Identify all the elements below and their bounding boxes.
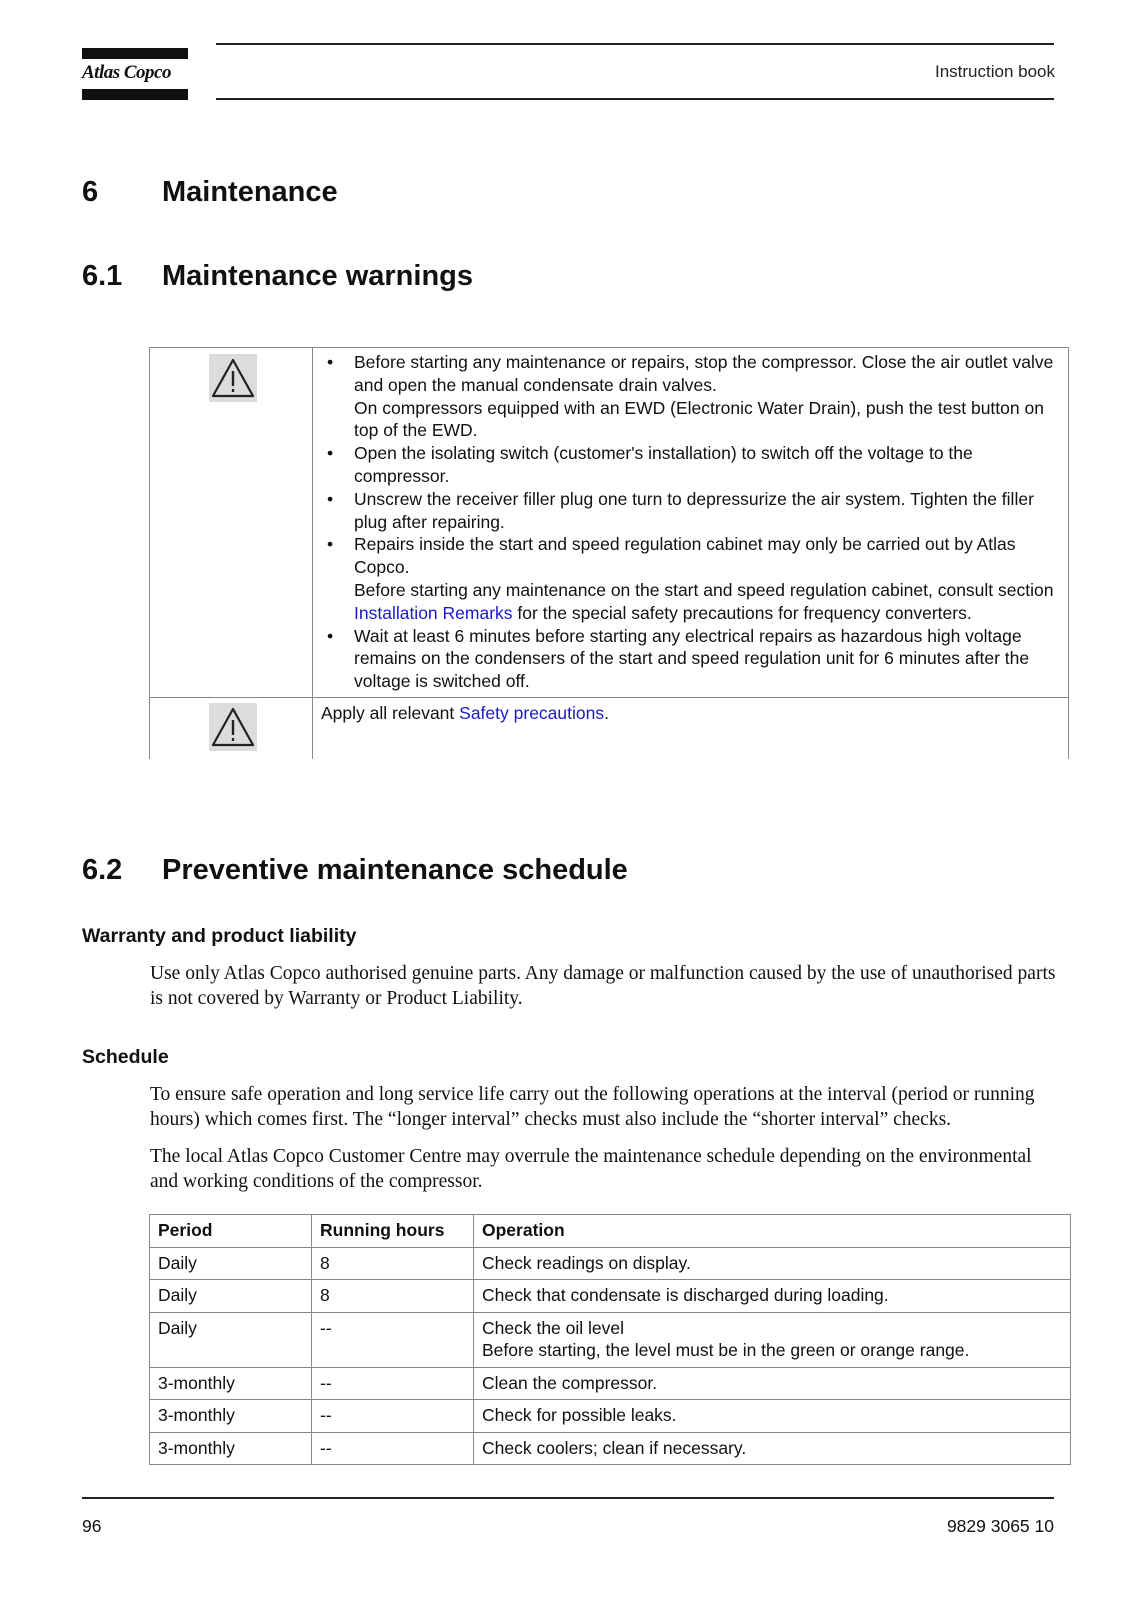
header-title: Instruction book (934, 62, 1055, 81)
footer-rule (82, 1497, 1054, 1499)
warning-item (321, 351, 1064, 442)
table-row (150, 1312, 1071, 1367)
safety-note-text: Apply all relevant (321, 702, 455, 723)
warning-item (321, 533, 1064, 624)
logo-top-bar (82, 48, 188, 59)
section-title: Maintenance (162, 176, 338, 208)
warning-text: Wait at least 6 minutes before starting any electrical repairs as hazardous high voltage remains on the condensers of the start and speed regulation unit for 6 minutes after the voltage is switched off. (354, 625, 1030, 692)
warnings-table (149, 347, 1069, 759)
warning-note: On compressors equipped with an EWD (Electronic Water Drain), push the test button on top of the EWD. (354, 397, 1044, 441)
safety-note-cell (313, 698, 1068, 759)
schedule-heading: Schedule (82, 1046, 169, 1068)
cell-operation: Check for possible leaks. (474, 1400, 1071, 1433)
warnings-list-cell (313, 348, 1068, 697)
column-header-running-hours: Running hours (312, 1215, 474, 1248)
cell-operation: Check that condensate is discharged during loading. (474, 1280, 1071, 1313)
section-title: Preventive maintenance schedule (162, 854, 628, 886)
cell-period: Daily (150, 1280, 312, 1313)
warnings-list (321, 351, 1064, 693)
maintenance-schedule-table (149, 1214, 1071, 1465)
cell-period: Daily (150, 1312, 312, 1367)
warning-icon-cell (150, 698, 313, 759)
section-title: Maintenance warnings (162, 260, 474, 292)
schedule-paragraph-1: To ensure safe operation and long service life carry out the following operations at the interval (period or running hours) which comes first. The “longer interval” checks must also include the “shorter interval” checks. (150, 1084, 1035, 1130)
cell-operation: Check coolers; clean if necessary. (474, 1432, 1071, 1465)
cell-running-hours: -- (312, 1432, 474, 1465)
warnings-row (149, 698, 1069, 759)
warnings-row (149, 347, 1069, 698)
safety-precautions-link[interactable]: Safety precautions (459, 702, 605, 723)
cell-running-hours: -- (312, 1367, 474, 1400)
section-number: 6 (82, 176, 99, 208)
header-top-rule (216, 43, 1054, 45)
document-number: 9829 3065 10 (946, 1516, 1054, 1536)
table-row (150, 1280, 1071, 1313)
cell-running-hours: -- (312, 1400, 474, 1433)
cell-running-hours: 8 (312, 1247, 474, 1280)
cell-running-hours: 8 (312, 1280, 474, 1313)
table-row (150, 1432, 1071, 1465)
warning-note (354, 579, 1064, 625)
warning-item (321, 442, 1064, 488)
warranty-paragraph: Use only Atlas Copco authorised genuine parts. Any damage or malfunction caused by the use of unauthorised parts is not covered by Warranty or Product Liability. (150, 963, 1056, 1009)
cell-period: 3-monthly (150, 1400, 312, 1433)
warning-text: Open the isolating switch (customer's installation) to switch off the voltage to the compressor. (354, 443, 973, 486)
note-text: Before starting any maintenance on the start and speed regulation cabinet, consult section (354, 579, 1054, 600)
schedule-paragraph-2: The local Atlas Copco Customer Centre may overrule the maintenance schedule depending on the environmental and working conditions of the compressor. (150, 1146, 1032, 1192)
cell-period: Daily (150, 1247, 312, 1280)
section-number: 6.1 (82, 260, 123, 292)
table-header-row (150, 1215, 1071, 1248)
warning-text: Unscrew the receiver filler plug one turn to depressurize the air system. Tighten the filler plug after repairing. (354, 488, 1034, 532)
logo-bottom-bar (82, 89, 188, 100)
warning-icon-cell (150, 348, 313, 697)
table-row (150, 1400, 1071, 1433)
logo-wordmark: Atlas Copco (82, 62, 171, 83)
warning-text: Repairs inside the start and speed regulation cabinet may only be carried out by Atlas Copco. (354, 534, 1016, 578)
warranty-heading: Warranty and product liability (82, 925, 357, 947)
table-row (150, 1247, 1071, 1280)
warning-triangle-icon (209, 354, 257, 402)
header-bottom-rule (216, 98, 1054, 100)
cell-period: 3-monthly (150, 1432, 312, 1465)
cell-running-hours: -- (312, 1312, 474, 1367)
warning-triangle-icon (209, 703, 257, 751)
table-row (150, 1367, 1071, 1400)
column-header-operation: Operation (474, 1215, 1071, 1248)
cell-operation (474, 1312, 1071, 1367)
cell-operation: Check readings on display. (474, 1247, 1071, 1280)
cell-operation: Clean the compressor. (474, 1367, 1071, 1400)
warning-item (321, 625, 1064, 693)
warning-item (321, 488, 1064, 534)
page-number: 96 (82, 1516, 102, 1536)
section-number: 6.2 (82, 854, 123, 886)
installation-remarks-link[interactable]: Installation Remarks (354, 602, 513, 623)
operation-note: Before starting, the level must be in the green or orange range. (482, 1340, 970, 1360)
column-header-period: Period (150, 1215, 312, 1248)
cell-period: 3-monthly (150, 1367, 312, 1400)
note-text: for the special safety precautions for frequency converters. (517, 602, 972, 623)
safety-note-punct: . (604, 702, 609, 723)
warning-text: Before starting any maintenance or repairs, stop the compressor. Close the air outlet valve and open the manual condensate drain valves. (354, 352, 1054, 395)
operation-line: Check the oil level (482, 1317, 625, 1338)
